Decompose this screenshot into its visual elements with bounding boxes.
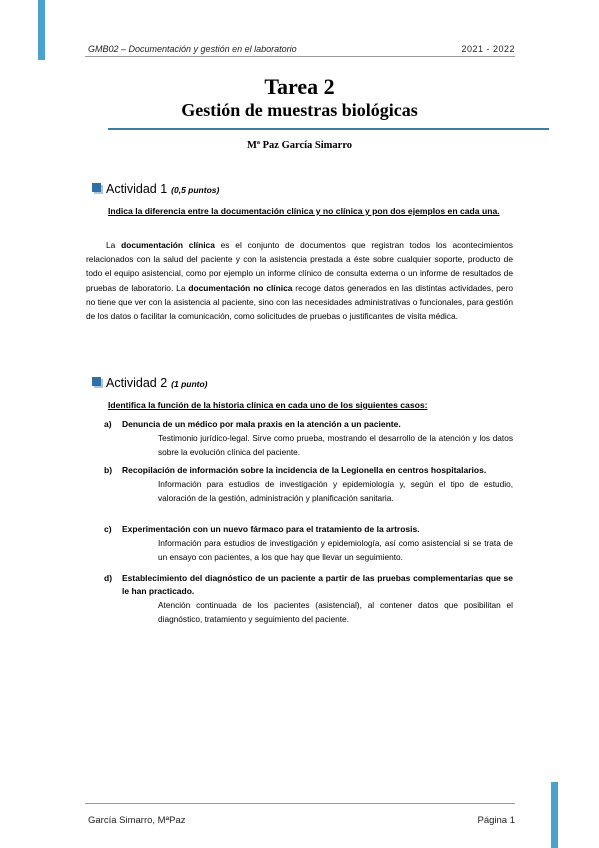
case-answer: Información para estudios de investigación y epidemiología, así como asistencial si se trata de un ensayo con pacientes, a los que hay que llevar un seguimiento. bbox=[158, 538, 513, 562]
activity-2-question: Identifica la función de la historia clínica en cada uno de los siguientes casos: bbox=[108, 400, 428, 410]
case-answer: Información para estudios de investigación y epidemiología y, según el tipo de estudio, valoración de la gestión, administración y planificación sanitaria. bbox=[158, 479, 513, 503]
case-text: Denuncia de un médico por mala praxis en la atención a un paciente. bbox=[122, 419, 401, 429]
case-text: Establecimiento del diagnóstico de un paciente a partir de las pruebas complementarias que se le han practicado. bbox=[122, 573, 513, 596]
title-rule bbox=[108, 128, 549, 130]
header-course: GMB02 – Documentación y gestión en el laboratorio bbox=[88, 44, 297, 54]
activity-2-heading bbox=[92, 376, 208, 390]
case-letter: d) bbox=[104, 573, 113, 583]
case-text: Experimentación con un nuevo fármaco para el tratamiento de la artrosis. bbox=[122, 524, 420, 534]
activity-1-answer: La documentación clínica es el conjunto de documentos que registran todos los acontecimientos relacionados con la salud del paciente y con la asistencia prestada a éste sobre cualquier soporte, producto de todo el equipo asistencial, como por ejemplo un informe clínico de consulta externa o un informe de resultados de pruebas de laboratorio. La documentación no clínica recoge datos generados en las distintas actividades, pero no tiene que ver con la asistencia al paciente, sino con las necesidades administrativas o funcionales, para gestión de los datos o facilitar la comunicación, como solicitudes de pruebas o justificantes de visita médica. bbox=[86, 240, 514, 322]
activity-2-points: (1 punto) bbox=[171, 379, 208, 389]
case-text: Recopilación de información sobre la incidencia de la Legionella en centros hospitalarios. bbox=[122, 465, 487, 475]
case-item-b bbox=[104, 464, 513, 505]
term-documentacion-clinica: documentación clínica bbox=[121, 240, 215, 250]
case-answer: Testimonio jurídico-legal. Sirve como prueba, mostrando el desarrollo de la atención y los datos sobre la evolución clínica del paciente. bbox=[158, 433, 513, 457]
activity-1-label: Actividad 1 bbox=[106, 182, 168, 196]
case-answer: Atención continuada de los pacientes (asistencial), al contener datos que posibilitan el diagnóstico, tratamiento y seguimiento del paciente. bbox=[158, 600, 513, 624]
square-bullet-icon bbox=[92, 183, 101, 192]
case-letter: a) bbox=[104, 419, 112, 429]
bottom-accent-bar bbox=[551, 782, 558, 848]
case-item-c bbox=[104, 523, 513, 564]
document-title: Tarea 2 bbox=[264, 74, 335, 99]
activity-1-question: Indica la diferencia entre la documentación clínica y no clínica y pon dos ejemplos en cada una. bbox=[108, 206, 500, 216]
footer-page-number: Página 1 bbox=[477, 815, 515, 826]
case-item-d bbox=[104, 572, 513, 626]
header-divider bbox=[85, 56, 515, 57]
document-subtitle: Gestión de muestras biológicas bbox=[181, 100, 418, 120]
author-name: Mª Paz García Simarro bbox=[246, 140, 353, 151]
footer-author: García Simarro, MªPaz bbox=[88, 815, 186, 826]
case-item-a bbox=[104, 418, 513, 459]
activity-2-label: Actividad 2 bbox=[106, 376, 168, 390]
activity-1-points: (0,5 puntos) bbox=[171, 185, 220, 195]
header-year: 2021 - 2022 bbox=[461, 44, 515, 54]
square-bullet-icon bbox=[92, 377, 101, 386]
activity-1-heading bbox=[92, 182, 219, 196]
case-letter: b) bbox=[104, 465, 113, 475]
top-accent-bar bbox=[38, 0, 45, 60]
case-letter: c) bbox=[104, 524, 112, 534]
term-documentacion-no-clinica: documentación no clínica bbox=[188, 282, 293, 293]
footer-divider bbox=[85, 803, 515, 804]
